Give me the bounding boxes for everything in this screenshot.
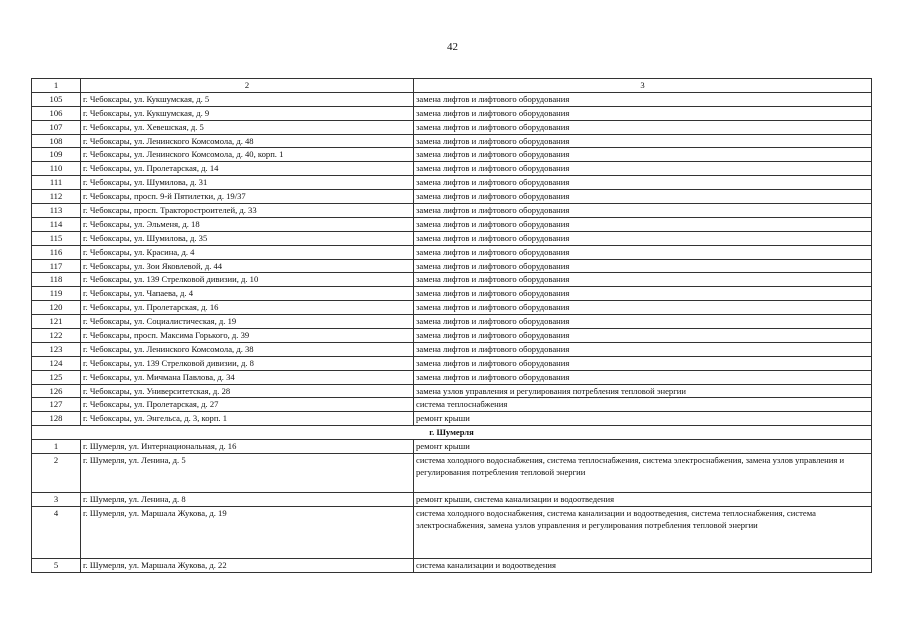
table-row <box>32 217 872 231</box>
row-work: замена лифтов и лифтового оборудования <box>414 301 872 315</box>
row-number: 2 <box>32 454 81 493</box>
table-row <box>32 287 872 301</box>
row-number: 127 <box>32 398 81 412</box>
column-number-3: 3 <box>414 79 872 93</box>
row-address: г. Чебоксары, ул. Эльменя, д. 18 <box>81 217 414 231</box>
row-address: г. Чебоксары, ул. Ленинского Комсомола, д. 48 <box>81 134 414 148</box>
row-work: замена лифтов и лифтового оборудования <box>414 92 872 106</box>
row-address: г. Чебоксары, просп. Тракторостроителей, д. 33 <box>81 204 414 218</box>
table-row <box>32 273 872 287</box>
row-work: замена лифтов и лифтового оборудования <box>414 259 872 273</box>
row-work: ремонт крыши, система канализации и водоотведения <box>414 493 872 507</box>
row-number: 123 <box>32 342 81 356</box>
row-address: г. Чебоксары, ул. Шумилова, д. 35 <box>81 231 414 245</box>
row-address: г. Чебоксары, просп. 9-й Пятилетки, д. 19/37 <box>81 190 414 204</box>
table-row <box>32 148 872 162</box>
row-work: замена лифтов и лифтового оборудования <box>414 106 872 120</box>
row-number: 116 <box>32 245 81 259</box>
row-work: замена лифтов и лифтового оборудования <box>414 204 872 218</box>
row-work: замена лифтов и лифтового оборудования <box>414 190 872 204</box>
row-number: 118 <box>32 273 81 287</box>
row-work: замена лифтов и лифтового оборудования <box>414 162 872 176</box>
row-work: замена лифтов и лифтового оборудования <box>414 176 872 190</box>
row-number: 3 <box>32 493 81 507</box>
row-address: г. Чебоксары, ул. Энгельса, д. 3, корп. 1 <box>81 412 414 426</box>
row-address: г. Шумерля, ул. Маршала Жукова, д. 19 <box>81 506 414 558</box>
table-row <box>32 440 872 454</box>
row-address: г. Чебоксары, ул. Зои Яковлевой, д. 44 <box>81 259 414 273</box>
row-number: 122 <box>32 329 81 343</box>
table-row <box>32 162 872 176</box>
row-work: замена лифтов и лифтового оборудования <box>414 217 872 231</box>
row-work: ремонт крыши <box>414 440 872 454</box>
row-address: г. Чебоксары, ул. Пролетарская, д. 27 <box>81 398 414 412</box>
row-number: 108 <box>32 134 81 148</box>
table-row <box>32 356 872 370</box>
table-row <box>32 176 872 190</box>
row-work: замена лифтов и лифтового оборудования <box>414 342 872 356</box>
table-row <box>32 259 872 273</box>
works-table <box>31 78 872 573</box>
row-number: 125 <box>32 370 81 384</box>
table-row <box>32 506 872 558</box>
table-row <box>32 398 872 412</box>
row-work: замена лифтов и лифтового оборудования <box>414 287 872 301</box>
table-row <box>32 558 872 572</box>
row-number: 107 <box>32 120 81 134</box>
row-address: г. Чебоксары, ул. Университетская, д. 28 <box>81 384 414 398</box>
row-number: 4 <box>32 506 81 558</box>
row-number: 121 <box>32 315 81 329</box>
row-number: 119 <box>32 287 81 301</box>
table-row <box>32 342 872 356</box>
row-number: 109 <box>32 148 81 162</box>
row-address: г. Чебоксары, просп. Максима Горького, д. 39 <box>81 329 414 343</box>
table-row <box>32 384 872 398</box>
row-number: 124 <box>32 356 81 370</box>
column-number-1: 1 <box>32 79 81 93</box>
table-row <box>32 120 872 134</box>
table-row <box>32 231 872 245</box>
column-number-row <box>32 79 872 93</box>
row-work: система теплоснабжения <box>414 398 872 412</box>
row-work: замена лифтов и лифтового оборудования <box>414 231 872 245</box>
column-number-2: 2 <box>81 79 414 93</box>
row-address: г. Чебоксары, ул. Кукшумская, д. 9 <box>81 106 414 120</box>
row-address: г. Чебоксары, ул. 139 Стрелковой дивизии, д. 8 <box>81 356 414 370</box>
row-work: система канализации и водоотведения <box>414 558 872 572</box>
page-number: 42 <box>447 41 458 53</box>
row-number: 117 <box>32 259 81 273</box>
row-work: замена лифтов и лифтового оборудования <box>414 273 872 287</box>
row-work: замена лифтов и лифтового оборудования <box>414 315 872 329</box>
table-row <box>32 106 872 120</box>
table-row <box>32 329 872 343</box>
row-number: 115 <box>32 231 81 245</box>
row-address: г. Чебоксары, ул. Ленинского Комсомола, д. 38 <box>81 342 414 356</box>
row-address: г. Чебоксары, ул. Шумилова, д. 31 <box>81 176 414 190</box>
row-number: 106 <box>32 106 81 120</box>
row-number: 1 <box>32 440 81 454</box>
row-address: г. Чебоксары, ул. Мичмана Павлова, д. 34 <box>81 370 414 384</box>
table-row <box>32 412 872 426</box>
table-row <box>32 245 872 259</box>
table-row <box>32 301 872 315</box>
section-row <box>32 426 872 440</box>
row-address: г. Шумерля, ул. Ленина, д. 8 <box>81 493 414 507</box>
table-row <box>32 454 872 493</box>
table-row <box>32 204 872 218</box>
row-work: замена лифтов и лифтового оборудования <box>414 370 872 384</box>
row-address: г. Чебоксары, ул. Кукшумская, д. 5 <box>81 92 414 106</box>
row-address: г. Чебоксары, ул. Красина, д. 4 <box>81 245 414 259</box>
table-row <box>32 315 872 329</box>
row-work: замена лифтов и лифтового оборудования <box>414 148 872 162</box>
row-address: г. Шумерля, ул. Маршала Жукова, д. 22 <box>81 558 414 572</box>
table-row <box>32 493 872 507</box>
row-work: ремонт крыши <box>414 412 872 426</box>
row-number: 105 <box>32 92 81 106</box>
table-row <box>32 134 872 148</box>
row-address: г. Чебоксары, ул. Хевешская, д. 5 <box>81 120 414 134</box>
section-title: г. Шумерля <box>32 426 872 440</box>
row-work: система холодного водоснабжения, система канализации и водоотведения, система теплоснабжения, система электроснабжения, замена узлов управления и регулирования потребления тепловой энергии <box>414 506 872 558</box>
table-row <box>32 190 872 204</box>
row-number: 5 <box>32 558 81 572</box>
row-address: г. Чебоксары, ул. Ленинского Комсомола, д. 40, корп. 1 <box>81 148 414 162</box>
row-number: 128 <box>32 412 81 426</box>
row-address: г. Шумерля, ул. Интернациональная, д. 16 <box>81 440 414 454</box>
row-work: система холодного водоснабжения, система теплоснабжения, система электроснабжения, замена узлов управления и регулирования потребления тепловой энергии <box>414 454 872 493</box>
row-address: г. Чебоксары, ул. Чапаева, д. 4 <box>81 287 414 301</box>
row-number: 114 <box>32 217 81 231</box>
row-number: 126 <box>32 384 81 398</box>
row-number: 112 <box>32 190 81 204</box>
row-number: 113 <box>32 204 81 218</box>
row-number: 111 <box>32 176 81 190</box>
row-address: г. Чебоксары, ул. Пролетарская, д. 14 <box>81 162 414 176</box>
row-address: г. Чебоксары, ул. Пролетарская, д. 16 <box>81 301 414 315</box>
row-work: замена лифтов и лифтового оборудования <box>414 329 872 343</box>
table-row <box>32 92 872 106</box>
row-work: замена лифтов и лифтового оборудования <box>414 120 872 134</box>
row-address: г. Чебоксары, ул. Социалистическая, д. 19 <box>81 315 414 329</box>
row-work: замена лифтов и лифтового оборудования <box>414 245 872 259</box>
row-work: замена узлов управления и регулирования потребления тепловой энергии <box>414 384 872 398</box>
row-work: замена лифтов и лифтового оборудования <box>414 356 872 370</box>
row-work: замена лифтов и лифтового оборудования <box>414 134 872 148</box>
row-address: г. Чебоксары, ул. 139 Стрелковой дивизии, д. 10 <box>81 273 414 287</box>
row-address: г. Шумерля, ул. Ленина, д. 5 <box>81 454 414 493</box>
row-number: 120 <box>32 301 81 315</box>
row-number: 110 <box>32 162 81 176</box>
table-row <box>32 370 872 384</box>
